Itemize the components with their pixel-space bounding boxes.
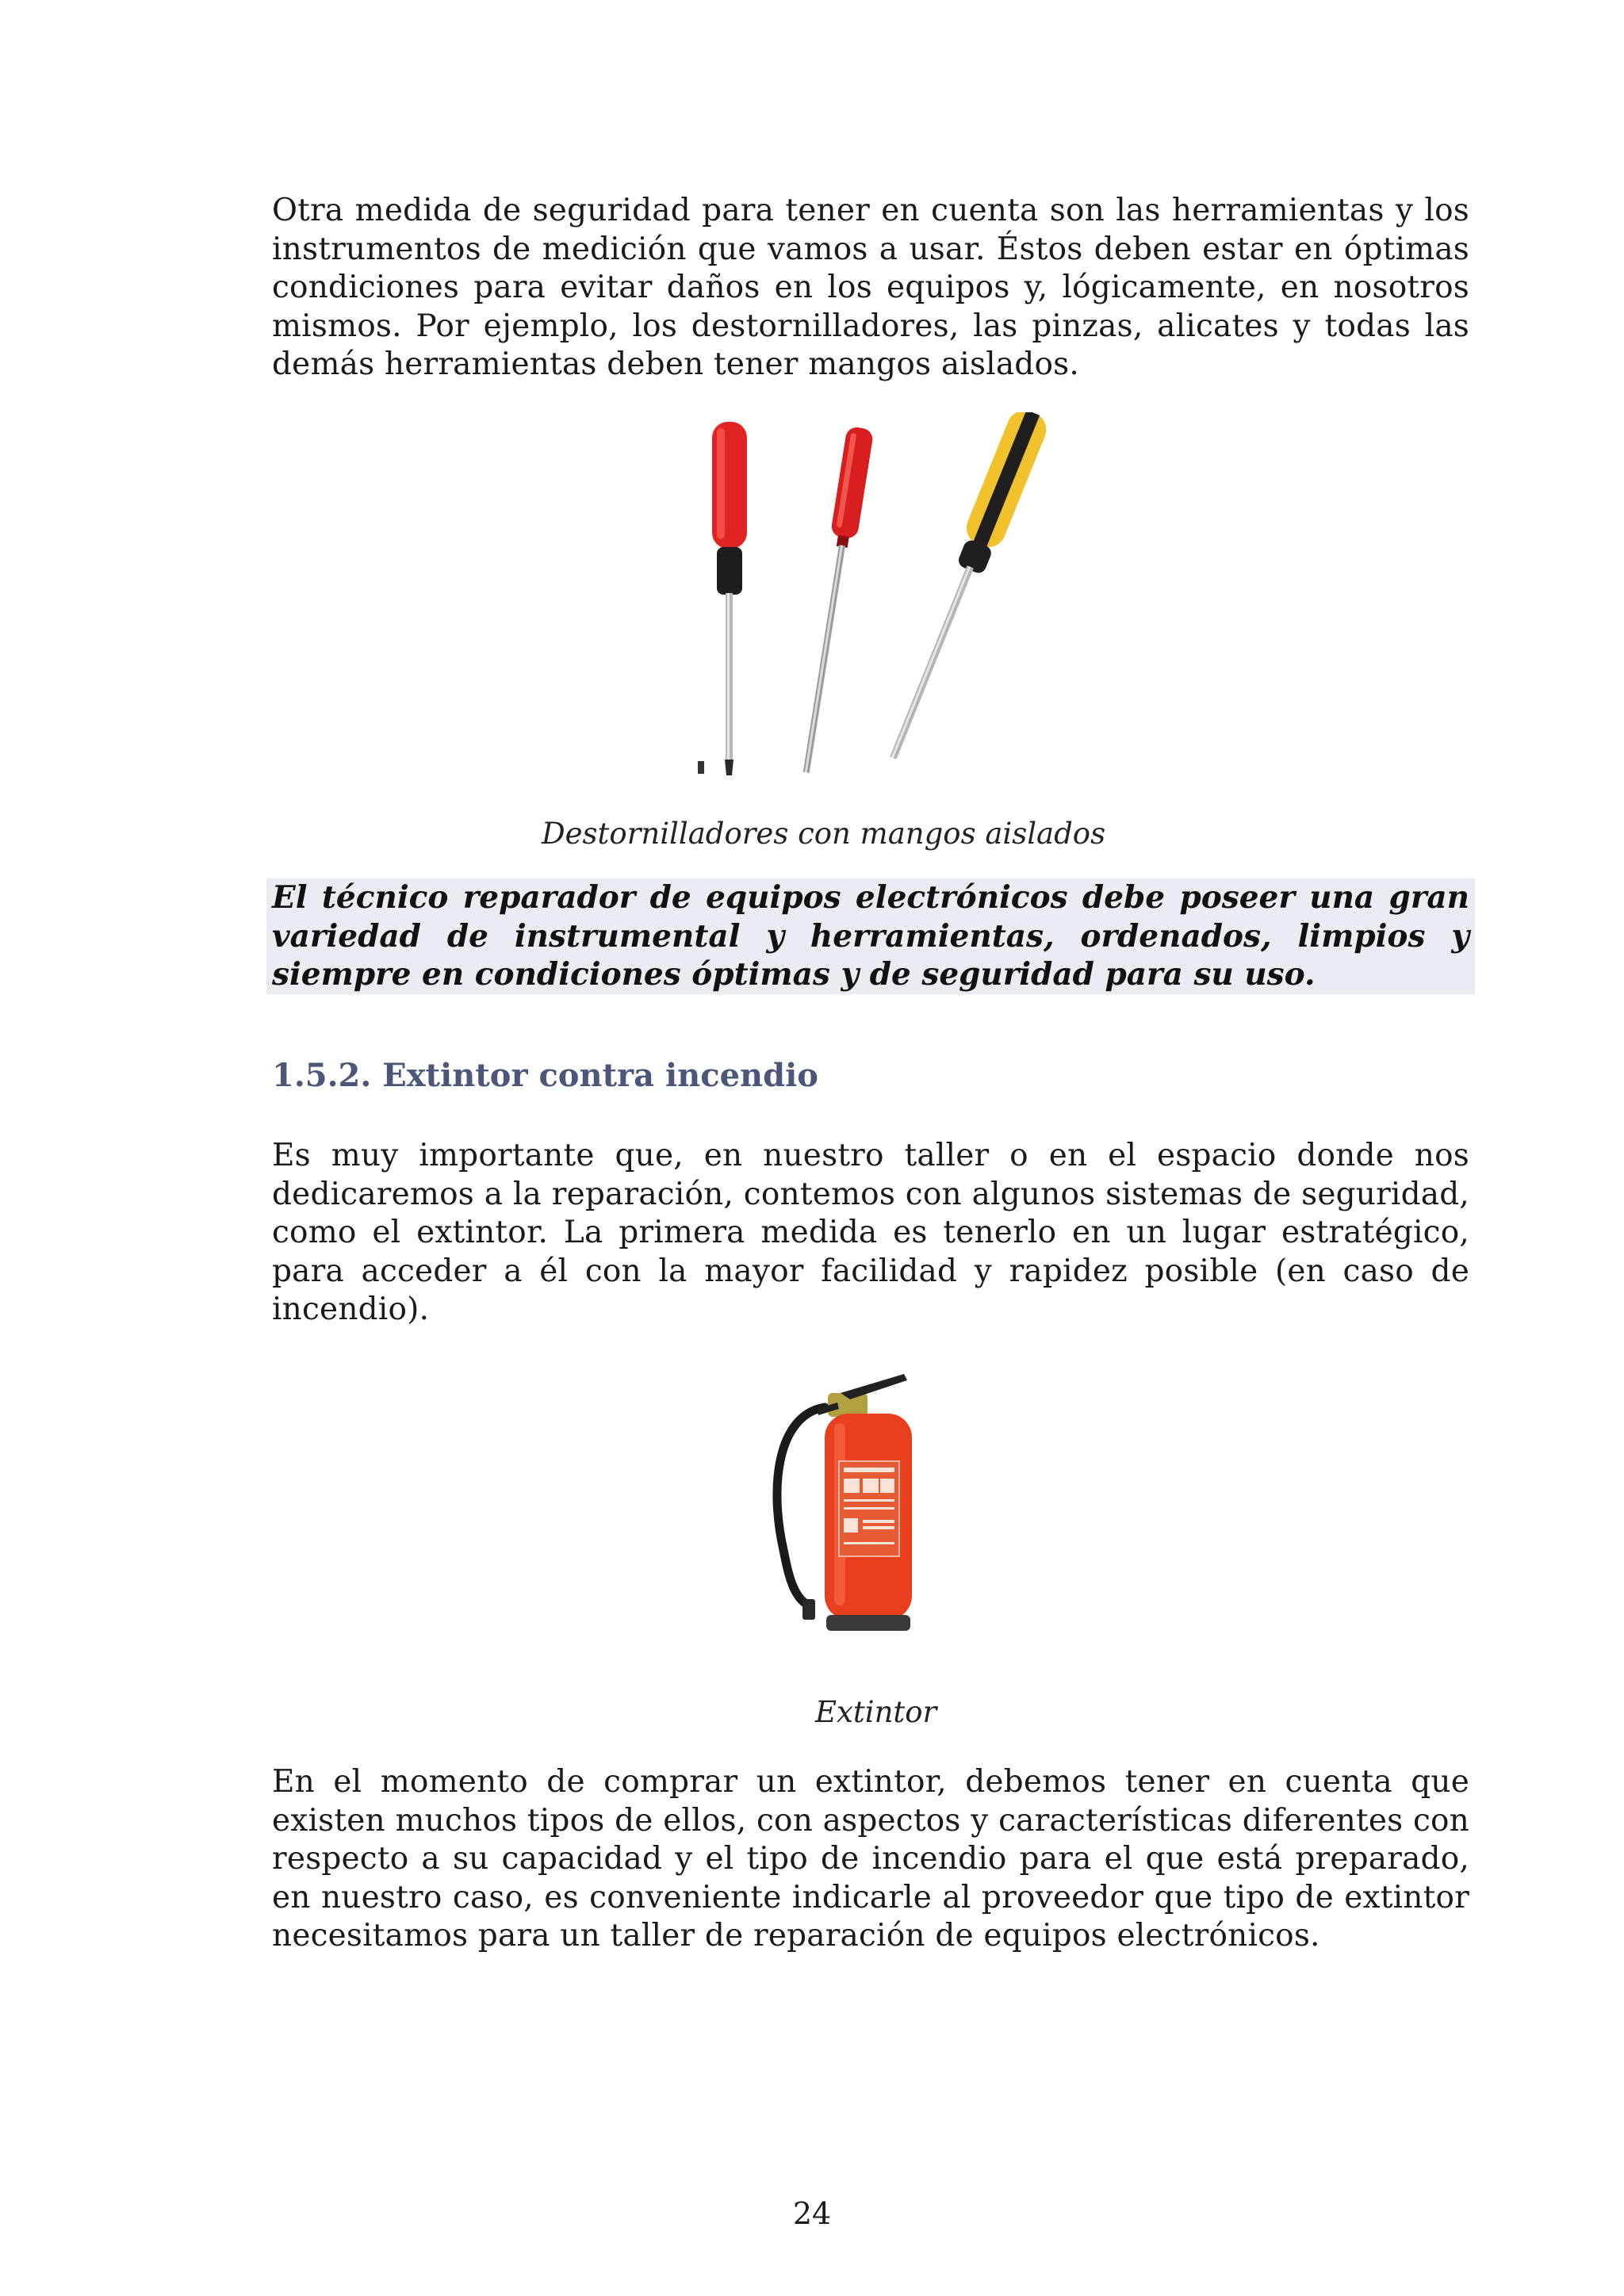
extinguisher-image (761, 1368, 936, 1653)
highlight-note: El técnico reparador de equipos electrónicos debe poseer una gran variedad de instrumental y herramientas, ordenados, limpios y siempre en condiciones óptimas y de seguridad para su uso. (272, 879, 1469, 993)
purchase-paragraph-container (272, 1763, 1469, 1956)
intro-paragraph-container (272, 192, 1469, 385)
purchase-paragraph: En el momento de comprar un extintor, debemos tener en cuenta que existen muchos tipos de ellos, con aspectos y características diferentes con respecto a su capacidad y el tipo de incendio para el que está preparado, en nuestro caso, es conveniente indicarle al proveedor que tipo de extintor necesitamos para un taller de reparación de equipos electrónicos. (272, 1764, 1469, 1954)
figure-2-caption: Extintor (815, 1695, 937, 1729)
section-heading: 1.5.2. Extintor contra incendio (272, 1057, 818, 1094)
highlight-box (266, 878, 1475, 994)
figure-1-caption: Destornilladores con mangos aislados (542, 817, 1106, 851)
extinguisher-paragraph: Es muy importante que, en nuestro taller o en el espacio donde nos dedicaremos a la reparación, contemos con algunos sistemas de seguridad, como el extintor. La primera medida es tenerlo en un lugar estratégico, para acceder a él con la mayor facilidad y rapidez posible (en caso de incendio). (272, 1138, 1469, 1327)
intro-paragraph: Otra medida de seguridad para tener en cuenta son las herramientas y los instrumentos de medición que vamos a usar. Éstos deben estar en óptimas condiciones para evitar daños en los equipos y, lógicamente, en nosotros mismos. Por ejemplo, los destornilladores, las pinzas, alicates y todas las demás herramientas deben tener mangos aislados. (272, 193, 1469, 382)
page-number: 24 (792, 2196, 832, 2231)
screwdrivers-image (698, 412, 1047, 785)
extinguisher-paragraph-container (272, 1137, 1469, 1330)
